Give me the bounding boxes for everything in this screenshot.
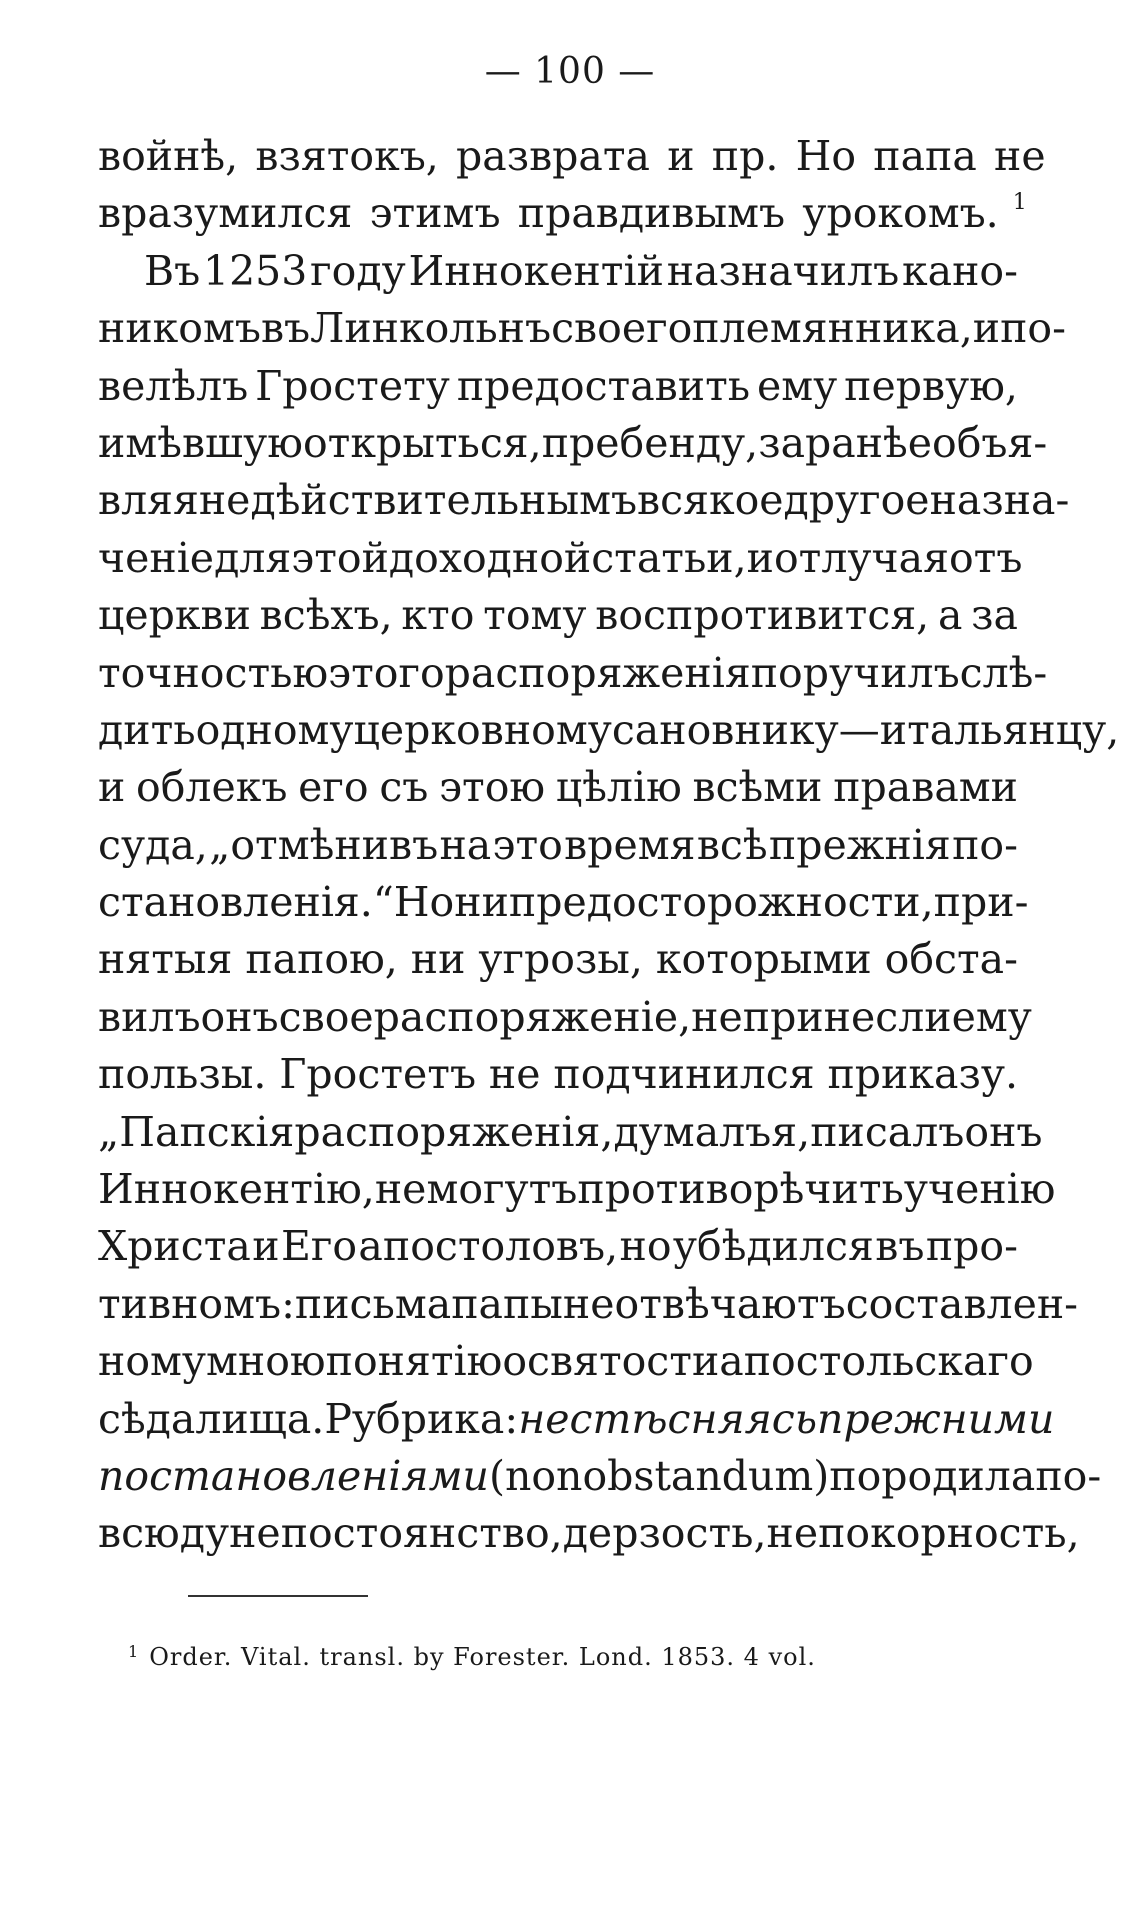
word: мною	[206, 1337, 326, 1386]
text-line	[98, 1391, 1055, 1448]
word: ни	[410, 935, 466, 984]
word: имѣвшую	[98, 418, 303, 467]
word: прежнія	[768, 820, 951, 869]
footnote-text: Order. Vital. transl. by Forester. Lond. 1853. 4 vol.	[149, 1643, 816, 1671]
footnote-reference: 1	[1012, 190, 1027, 216]
word: но	[619, 1222, 672, 1271]
word: понятію	[325, 1337, 503, 1386]
text-line	[98, 1505, 1080, 1562]
word: тому	[483, 591, 587, 640]
word: obstandum)	[582, 1451, 830, 1500]
word: о	[502, 1337, 528, 1386]
word: свое	[278, 992, 374, 1041]
word: ни	[454, 878, 509, 927]
word: подчинился	[553, 1050, 815, 1099]
word: отвѣчаютъ	[614, 1279, 846, 1328]
text-line	[98, 1161, 1056, 1218]
word: становленія.“	[98, 878, 394, 927]
word: въ	[260, 304, 311, 353]
word: ученію	[903, 1165, 1056, 1214]
word: точностью	[98, 648, 329, 697]
word: войнѣ,	[98, 132, 239, 180]
word: по-	[1035, 1451, 1102, 1500]
text-line	[98, 128, 1046, 185]
word: этою	[439, 763, 546, 812]
word: про-	[925, 1222, 1018, 1271]
word: я,	[771, 1107, 811, 1156]
text-line	[98, 415, 1048, 472]
footnote	[128, 1640, 816, 1677]
word: назначилъ	[666, 246, 900, 295]
word: онъ	[964, 1107, 1043, 1156]
word: статьи,	[591, 533, 747, 582]
word: отъ	[948, 533, 1023, 582]
word: дерзость,	[562, 1509, 767, 1558]
word: вразумился	[98, 189, 353, 238]
word: всюду	[98, 1509, 230, 1558]
word: Гростету	[255, 361, 450, 410]
word: правдивымъ	[517, 189, 786, 238]
word: „отмѣнивъ	[209, 820, 439, 869]
word: въ	[875, 1222, 925, 1271]
text-line	[98, 587, 1018, 644]
text-line	[98, 1448, 1102, 1505]
word: ченіе	[98, 533, 215, 582]
text-line	[98, 1333, 1034, 1390]
word: племянника,	[692, 304, 973, 353]
word: всякое	[637, 476, 784, 525]
text-line	[98, 358, 1018, 415]
word: кто	[401, 591, 475, 640]
text-line	[98, 817, 1018, 874]
word: письма	[294, 1279, 452, 1328]
text-line	[98, 1218, 1018, 1275]
word: ему	[951, 992, 1032, 1041]
word: и	[972, 304, 1001, 353]
word: пользы.	[98, 1050, 267, 1099]
word: своего	[551, 304, 693, 353]
word: этой	[291, 533, 389, 582]
word: Христа	[98, 1222, 251, 1271]
word: разврата	[456, 132, 650, 180]
word: онъ	[200, 992, 279, 1041]
word: урокомъ.	[802, 189, 999, 238]
word: для	[214, 533, 292, 582]
word: приказу.	[827, 1050, 1018, 1099]
text-line	[98, 759, 1018, 816]
text-line	[98, 243, 1018, 300]
word: распоряженія	[444, 648, 751, 697]
word: апостольскаго	[719, 1337, 1034, 1386]
word: а	[937, 591, 963, 640]
word: открыться,	[302, 418, 542, 467]
word: и	[746, 533, 774, 582]
word: не	[488, 1050, 541, 1099]
word: по-	[952, 820, 1018, 869]
footnote-mark: 1	[128, 1642, 140, 1661]
word: „Папскія	[98, 1107, 295, 1156]
word: породила	[829, 1451, 1036, 1500]
word: одному	[195, 705, 354, 754]
word: это	[492, 820, 563, 869]
word: ему	[757, 361, 838, 410]
word: церковному	[353, 705, 612, 754]
word: пребенду,	[541, 418, 759, 467]
word: ному	[98, 1337, 207, 1386]
word: обста-	[884, 935, 1018, 984]
word: поручилъ	[750, 648, 960, 697]
word: Въ	[144, 246, 201, 295]
word: не	[374, 1165, 427, 1214]
word: этого	[328, 648, 445, 697]
text-line	[98, 1104, 1043, 1161]
word: этимъ	[369, 189, 501, 238]
word: кано-	[902, 246, 1018, 295]
body-text	[98, 128, 1120, 1563]
word: стѣсняясь	[569, 1394, 818, 1443]
footnote-rule	[188, 1595, 368, 1597]
word: угрозы,	[478, 935, 643, 984]
word: облекъ	[136, 763, 288, 812]
word: правами	[833, 763, 1018, 812]
word: могутъ	[426, 1165, 578, 1214]
word: его	[298, 763, 369, 812]
word: отлучая	[774, 533, 949, 582]
word: пр.	[711, 132, 779, 180]
word: Линкольнъ	[310, 304, 552, 353]
word: по-	[1000, 304, 1066, 353]
word: писалъ	[810, 1107, 965, 1156]
word: и	[667, 132, 695, 180]
word: распоряженіе,	[373, 992, 692, 1041]
word: принесли	[742, 992, 952, 1041]
text-line	[98, 931, 1018, 988]
word: всѣми	[692, 763, 823, 812]
word: тивномъ:	[98, 1279, 295, 1328]
word: никомъ	[98, 304, 261, 353]
word: папа	[873, 132, 977, 180]
word: дить	[98, 705, 196, 754]
word: сѣдалища.	[98, 1394, 325, 1443]
word: нятыя	[98, 935, 233, 984]
text-line	[98, 874, 1029, 931]
word: другое	[783, 476, 930, 525]
word: велѣлъ	[98, 361, 249, 410]
word: прежними	[817, 1394, 1055, 1443]
word: назна-	[929, 476, 1070, 525]
word: Иннокентію,	[98, 1165, 375, 1214]
text-line	[98, 1276, 1079, 1333]
word: церкви	[98, 591, 251, 640]
word: за	[971, 591, 1018, 640]
word: время	[564, 820, 696, 869]
word: заранѣе	[758, 418, 933, 467]
word: непокорность,	[766, 1509, 1080, 1558]
word: на	[439, 820, 492, 869]
word: Но	[795, 132, 857, 180]
text-line	[98, 1046, 1018, 1103]
word: непостоянство,	[229, 1509, 563, 1558]
word: распоряженія,	[294, 1107, 614, 1156]
text-line	[98, 300, 1066, 357]
word: составлен-	[845, 1279, 1079, 1328]
word: Рубрика:	[324, 1394, 519, 1443]
word: (non	[488, 1451, 583, 1500]
word: и	[98, 763, 126, 812]
word: недѣйствительнымъ	[198, 476, 638, 525]
text-line	[98, 989, 1032, 1046]
text-line	[98, 702, 1120, 759]
page-number: — 100 —	[484, 51, 656, 92]
word: не	[518, 1394, 570, 1443]
word: апостоловъ,	[358, 1222, 619, 1271]
text-line	[98, 645, 1048, 702]
word: цѣлію	[555, 763, 682, 812]
word: предоставить	[456, 361, 751, 410]
word: святости	[527, 1337, 720, 1386]
word: объя-	[932, 418, 1048, 467]
word: первую,	[844, 361, 1018, 410]
word: всѣ	[696, 820, 768, 869]
word: вляя	[98, 476, 199, 525]
text-line	[98, 185, 1027, 242]
text-line	[98, 472, 1070, 529]
word: постановленіями	[98, 1451, 489, 1500]
word: противорѣчить	[577, 1165, 904, 1214]
word: и	[252, 1222, 280, 1271]
word: папы	[451, 1279, 563, 1328]
word: всѣхъ,	[259, 591, 393, 640]
word: слѣ-	[959, 648, 1048, 697]
word: сановнику—итальянцу,	[611, 705, 1120, 754]
word: не	[562, 1279, 615, 1328]
word: не	[691, 992, 743, 1041]
word: думалъ	[613, 1107, 772, 1156]
text-line	[98, 530, 1023, 587]
word: воспротивится,	[595, 591, 930, 640]
word: вилъ	[98, 992, 201, 1041]
word: убѣдился	[672, 1222, 874, 1271]
word: Его	[280, 1222, 358, 1271]
word: которыми	[655, 935, 872, 984]
word: предосторожности,	[508, 878, 934, 927]
word: папою,	[245, 935, 398, 984]
word: не	[994, 132, 1046, 180]
word: при-	[933, 878, 1029, 927]
word: году	[310, 246, 406, 295]
word: доходной	[388, 533, 592, 582]
word: съ	[379, 763, 429, 812]
word: Иннокентій	[408, 246, 664, 295]
word: взятокъ,	[255, 132, 439, 180]
word: Но	[393, 878, 455, 927]
word: 1253	[203, 246, 308, 295]
word: Гростетъ	[279, 1050, 477, 1099]
word: суда,	[98, 820, 208, 869]
